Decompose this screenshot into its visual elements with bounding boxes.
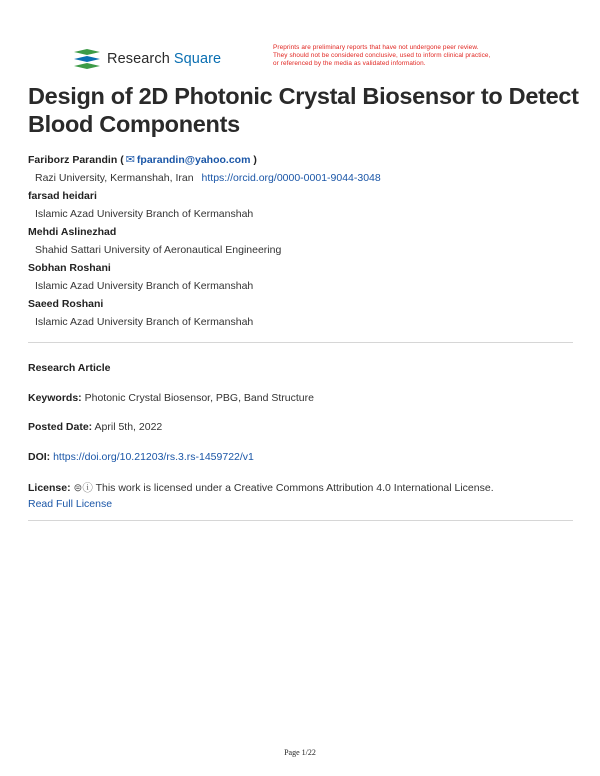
keywords-row <box>28 390 573 406</box>
keywords-value: Photonic Crystal Biosensor, PBG, Band Structure <box>84 392 314 404</box>
author-name: Saeed Roshani <box>28 298 104 310</box>
research-square-logo[interactable] <box>72 48 221 70</box>
attribution-icon: ⓘ <box>82 482 93 494</box>
author-list <box>28 152 580 332</box>
logo-word-research: Research <box>107 51 170 67</box>
disclaimer-line: They should not be considered conclusive, used to inform clinical practice, <box>273 52 491 60</box>
email-paren-close: ) <box>253 154 257 166</box>
header <box>72 44 552 76</box>
license-row <box>28 480 573 496</box>
research-square-logo-icon <box>72 48 102 70</box>
doi-row <box>28 449 573 465</box>
doi-label: DOI: <box>28 451 51 463</box>
author-affiliation: Razi University, Kermanshah, Iran <box>35 172 194 184</box>
disclaimer-line: or referenced by the media as validated information. <box>273 60 426 68</box>
author-name: Fariborz Parandin <box>28 154 118 166</box>
logo-word-square: Square <box>173 51 222 67</box>
orcid-link[interactable]: https://orcid.org/0000-0001-9044-3048 <box>201 172 381 184</box>
read-full-license-link[interactable]: Read Full License <box>28 498 113 510</box>
posted-date-label: Posted Date: <box>28 421 93 433</box>
author-affiliation: Shahid Sattari University of Aeronautical Engineering <box>35 244 282 256</box>
doi-link[interactable]: https://doi.org/10.21203/rs.3.rs-1459722/v1 <box>53 451 254 463</box>
author-email-link[interactable]: fparandin@yahoo.com <box>136 154 251 166</box>
divider <box>28 520 573 521</box>
logo-text <box>107 51 221 67</box>
author-affiliation: Islamic Azad University Branch of Kermanshah <box>35 316 254 328</box>
author-affiliation: Islamic Azad University Branch of Kermanshah <box>35 208 254 220</box>
email-paren-open: ( <box>120 154 124 166</box>
license-label: License: <box>28 482 71 494</box>
author <box>28 188 580 223</box>
author-affiliation: Islamic Azad University Branch of Kermanshah <box>35 280 254 292</box>
article-type-label: Research Article <box>28 362 111 374</box>
creative-commons-icon: ⊜ <box>73 482 83 494</box>
divider <box>28 342 573 343</box>
envelope-icon: ✉ <box>125 154 135 166</box>
author <box>28 224 580 259</box>
author-name: farsad heidari <box>28 190 97 202</box>
keywords-label: Keywords: <box>28 392 82 404</box>
author-name: Sobhan Roshani <box>28 262 111 274</box>
author <box>28 152 580 187</box>
posted-date-row <box>28 419 573 435</box>
article-type <box>28 360 573 376</box>
preprint-disclaimer <box>273 44 555 68</box>
disclaimer-line: Preprints are preliminary reports that have not undergone peer review. <box>273 44 479 51</box>
posted-date-value: April 5th, 2022 <box>94 421 163 433</box>
read-license-row <box>28 496 573 512</box>
author <box>28 296 580 331</box>
page-number: Page 1/22 <box>284 748 316 757</box>
author-name: Mehdi Aslinezhad <box>28 226 117 238</box>
license-text: This work is licensed under a Creative Commons Attribution 4.0 International License. <box>95 482 494 494</box>
author <box>28 260 580 295</box>
paper-title: Design of 2D Photonic Crystal Biosensor to Detect Blood Components <box>28 83 579 137</box>
